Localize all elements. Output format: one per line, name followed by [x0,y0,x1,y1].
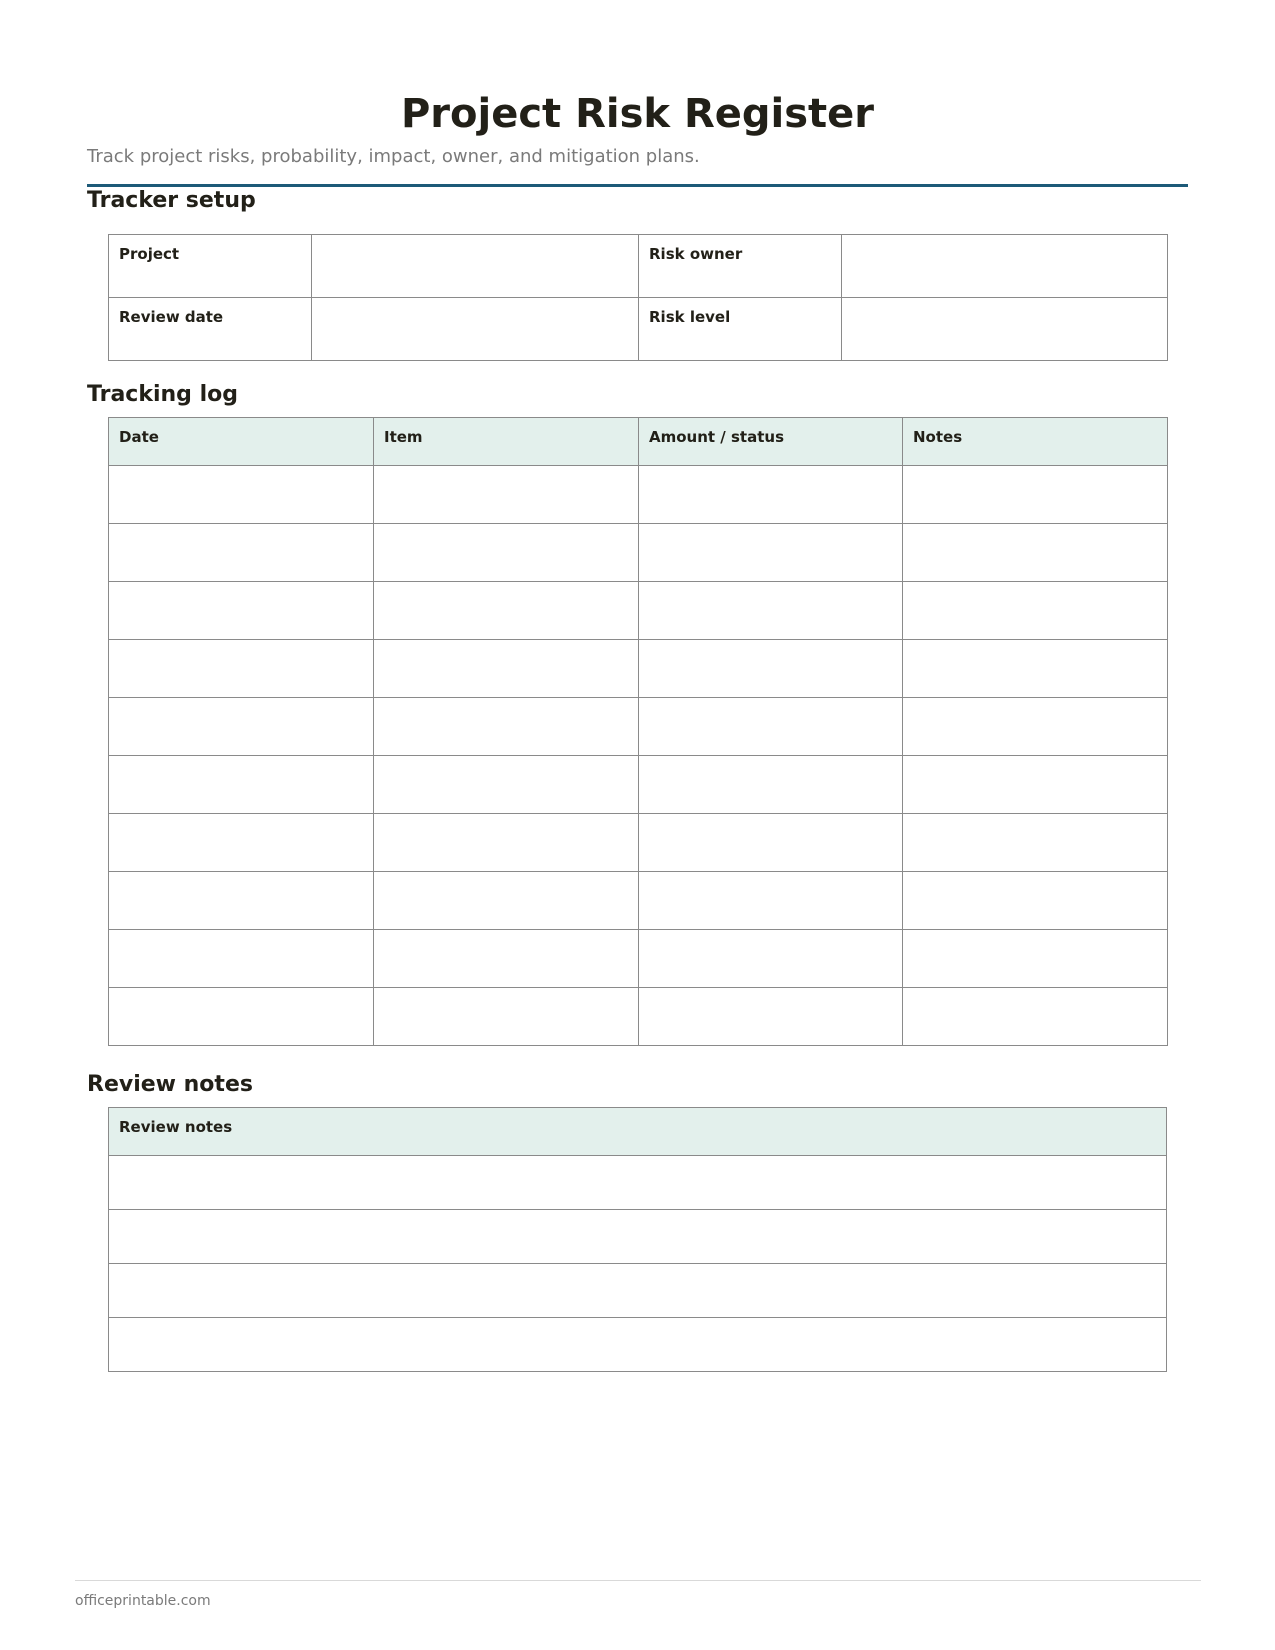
table-row [109,872,1168,930]
cell-amount-status[interactable] [639,872,903,930]
cell-item[interactable] [374,698,639,756]
cell-item[interactable] [374,466,639,524]
cell-item[interactable] [374,930,639,988]
tracker-setup-heading: Tracker setup [87,188,256,213]
page-title: Project Risk Register [400,91,875,137]
table-row [109,524,1168,582]
review-date-field[interactable] [312,298,639,361]
cell-date[interactable] [109,930,374,988]
risk-owner-field[interactable] [842,235,1168,298]
setup-row [109,298,1168,361]
tracker-setup-table [108,234,1168,361]
cell-date[interactable] [109,814,374,872]
cell-notes[interactable] [903,930,1168,988]
cell-item[interactable] [374,814,639,872]
cell-notes[interactable] [903,872,1168,930]
tracking-log-table [108,417,1168,1046]
cell-notes[interactable] [903,524,1168,582]
cell-date[interactable] [109,582,374,640]
table-row [109,698,1168,756]
review-notes-body [109,1156,1167,1372]
tracking-log-header-row [109,418,1168,466]
footer-site: officeprintable.com [75,1593,211,1609]
footer-divider [75,1580,1201,1581]
cell-notes[interactable] [903,756,1168,814]
cell-notes[interactable] [903,582,1168,640]
project-field[interactable] [312,235,639,298]
risk-owner-label: Risk owner [639,235,842,298]
review-note-line[interactable] [109,1318,1167,1372]
cell-amount-status[interactable] [639,640,903,698]
table-row [109,1156,1167,1210]
review-note-line[interactable] [109,1264,1167,1318]
cell-date[interactable] [109,524,374,582]
table-row [109,1210,1167,1264]
risk-level-label: Risk level [639,298,842,361]
cell-amount-status[interactable] [639,814,903,872]
review-date-label: Review date [109,298,312,361]
cell-amount-status[interactable] [639,582,903,640]
cell-item[interactable] [374,524,639,582]
cell-amount-status[interactable] [639,988,903,1046]
cell-notes[interactable] [903,988,1168,1046]
cell-date[interactable] [109,698,374,756]
setup-row [109,235,1168,298]
cell-item[interactable] [374,640,639,698]
page-subtitle: Track project risks, probability, impact, owner, and mitigation plans. [87,146,700,167]
table-row [109,988,1168,1046]
review-notes-header-row [109,1108,1167,1156]
cell-notes[interactable] [903,698,1168,756]
review-notes-heading: Review notes [87,1072,253,1097]
tracking-log-body [109,466,1168,1046]
cell-amount-status[interactable] [639,930,903,988]
table-row [109,1264,1167,1318]
cell-item[interactable] [374,872,639,930]
column-header-item: Item [374,418,639,466]
tracking-log-heading: Tracking log [87,382,238,407]
cell-amount-status[interactable] [639,756,903,814]
cell-notes[interactable] [903,466,1168,524]
cell-amount-status[interactable] [639,698,903,756]
risk-level-field[interactable] [842,298,1168,361]
cell-amount-status[interactable] [639,466,903,524]
table-row [109,640,1168,698]
column-header-review-notes: Review notes [109,1108,1167,1156]
table-row [109,1318,1167,1372]
cell-item[interactable] [374,582,639,640]
table-row [109,582,1168,640]
project-label: Project [109,235,312,298]
cell-notes[interactable] [903,640,1168,698]
cell-date[interactable] [109,988,374,1046]
table-row [109,930,1168,988]
cell-amount-status[interactable] [639,524,903,582]
cell-item[interactable] [374,988,639,1046]
cell-notes[interactable] [903,814,1168,872]
column-header-date: Date [109,418,374,466]
table-row [109,466,1168,524]
column-header-notes: Notes [903,418,1168,466]
cell-date[interactable] [109,466,374,524]
column-header-amount-status: Amount / status [639,418,903,466]
review-note-line[interactable] [109,1210,1167,1264]
cell-date[interactable] [109,756,374,814]
review-notes-table [108,1107,1167,1372]
cell-date[interactable] [109,872,374,930]
cell-item[interactable] [374,756,639,814]
cell-date[interactable] [109,640,374,698]
table-row [109,814,1168,872]
table-row [109,756,1168,814]
review-note-line[interactable] [109,1156,1167,1210]
